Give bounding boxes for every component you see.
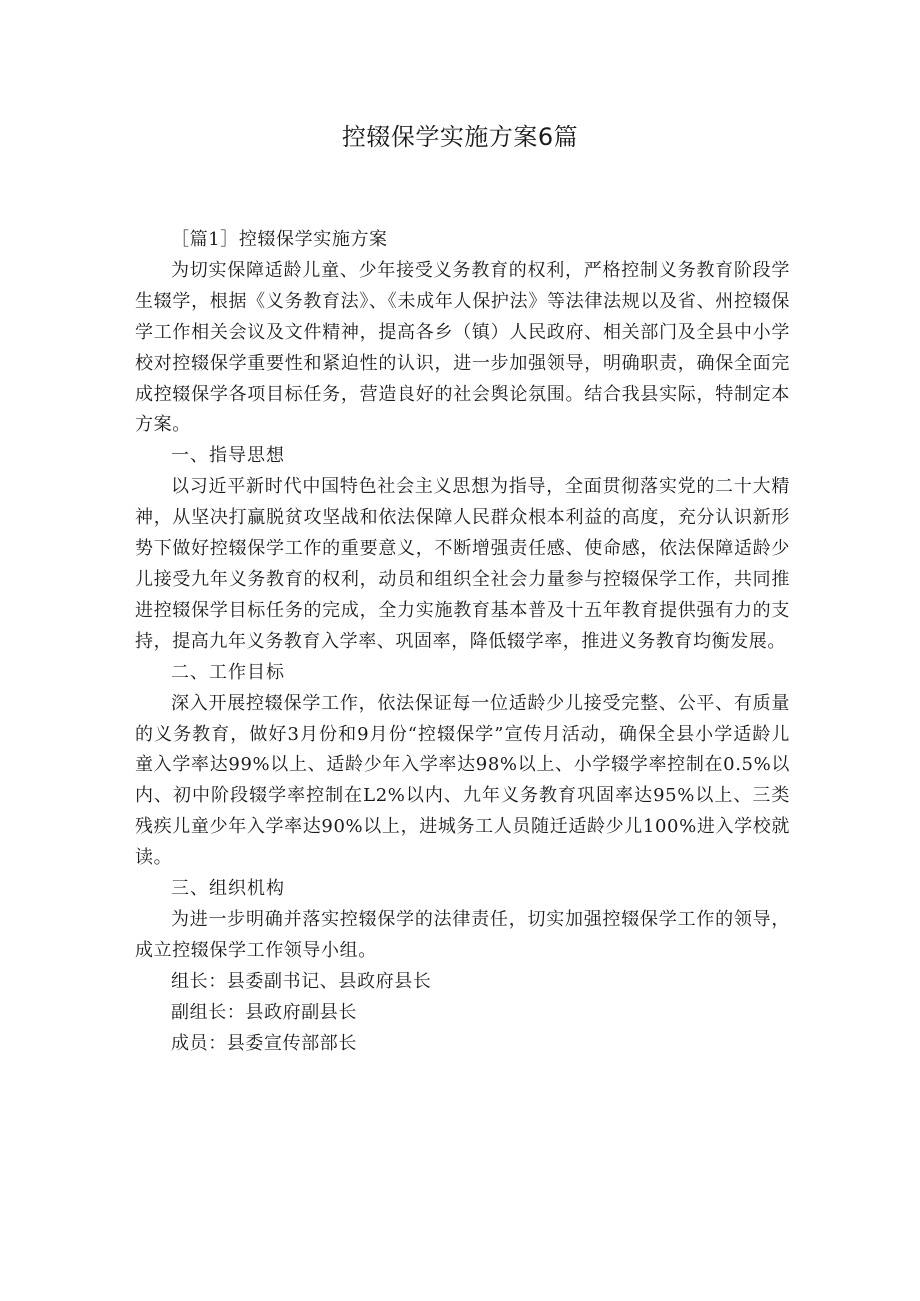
paragraph: 深入开展控辍保学工作，依法保证每一位适龄少儿接受完整、公平、有质量的义务教育，做好3月份和9月份“控辍保学”宣传月活动，确保全县小学适龄儿童入学率达99%以上、适龄少年入学率达98%以上、小学辍学率控制在0.5%以内、初中阶段辍学率控制在L2%以内、九年义务教育巩固率达95%以上、三类残疾儿童少年入学率达90%以上，进城务工人员随迁适龄少儿100%进入学校就读。 — [135, 692, 790, 869]
paragraph: 以习近平新时代中国特色社会主义思想为指导，全面贯彻落实党的二十大精神，从坚决打赢脱贫攻坚战和依法保障人民群众根本利益的高度，充分认识新形势下做好控辍保学工作的重要意义，不断增强责任感、使命感，依法保障适龄少儿接受九年义务教育的权利，动员和组织全社会力量参与控辍保学工作，共同推进控辍保学目标任务的完成，全力实施教育基本普及十五年教育提供强有力的支持，提高九年义务教育入学率、巩固率，降低辍学率，推进义务教育均衡发展。 — [135, 476, 790, 652]
section-heading: 三、组织机构 — [171, 878, 285, 900]
paragraph: 为切实保障适龄儿童、少年接受义务教育的权利，严格控制义务教育阶段学生辍学，根据《义务教育法》、《未成年人保护法》等法律法规以及省、州控辍保学工作相关会议及文件精神，提高各乡（镇）人民政府、相关部门及全县中小学校对控辍保学重要性和紧迫性的认识，进一步加强领导，明确职责，确保全面完成控辍保学各项目标任务，营造良好的社会舆论氛围。结合我县实际，特制定本方案。 — [135, 259, 790, 436]
paragraph: 为进一步明确并落实控辍保学的法律责任，切实加强控辍保学工作的领导，成立控辍保学工作领导小组。 — [135, 908, 790, 961]
section-label: ［篇1］控辍保学实施方案 — [171, 229, 388, 250]
section-heading: 一、指导思想 — [171, 445, 285, 467]
paragraph: 组长：县委副书记、县政府县长 — [171, 970, 432, 992]
paragraph: 成员：县委宣传部部长 — [171, 1032, 357, 1054]
document-title: 控辍保学实施方案6篇 — [341, 123, 579, 151]
paragraph: 副组长：县政府副县长 — [171, 1001, 357, 1023]
document-body — [135, 225, 790, 1059]
section-heading: 二、工作目标 — [171, 661, 285, 683]
